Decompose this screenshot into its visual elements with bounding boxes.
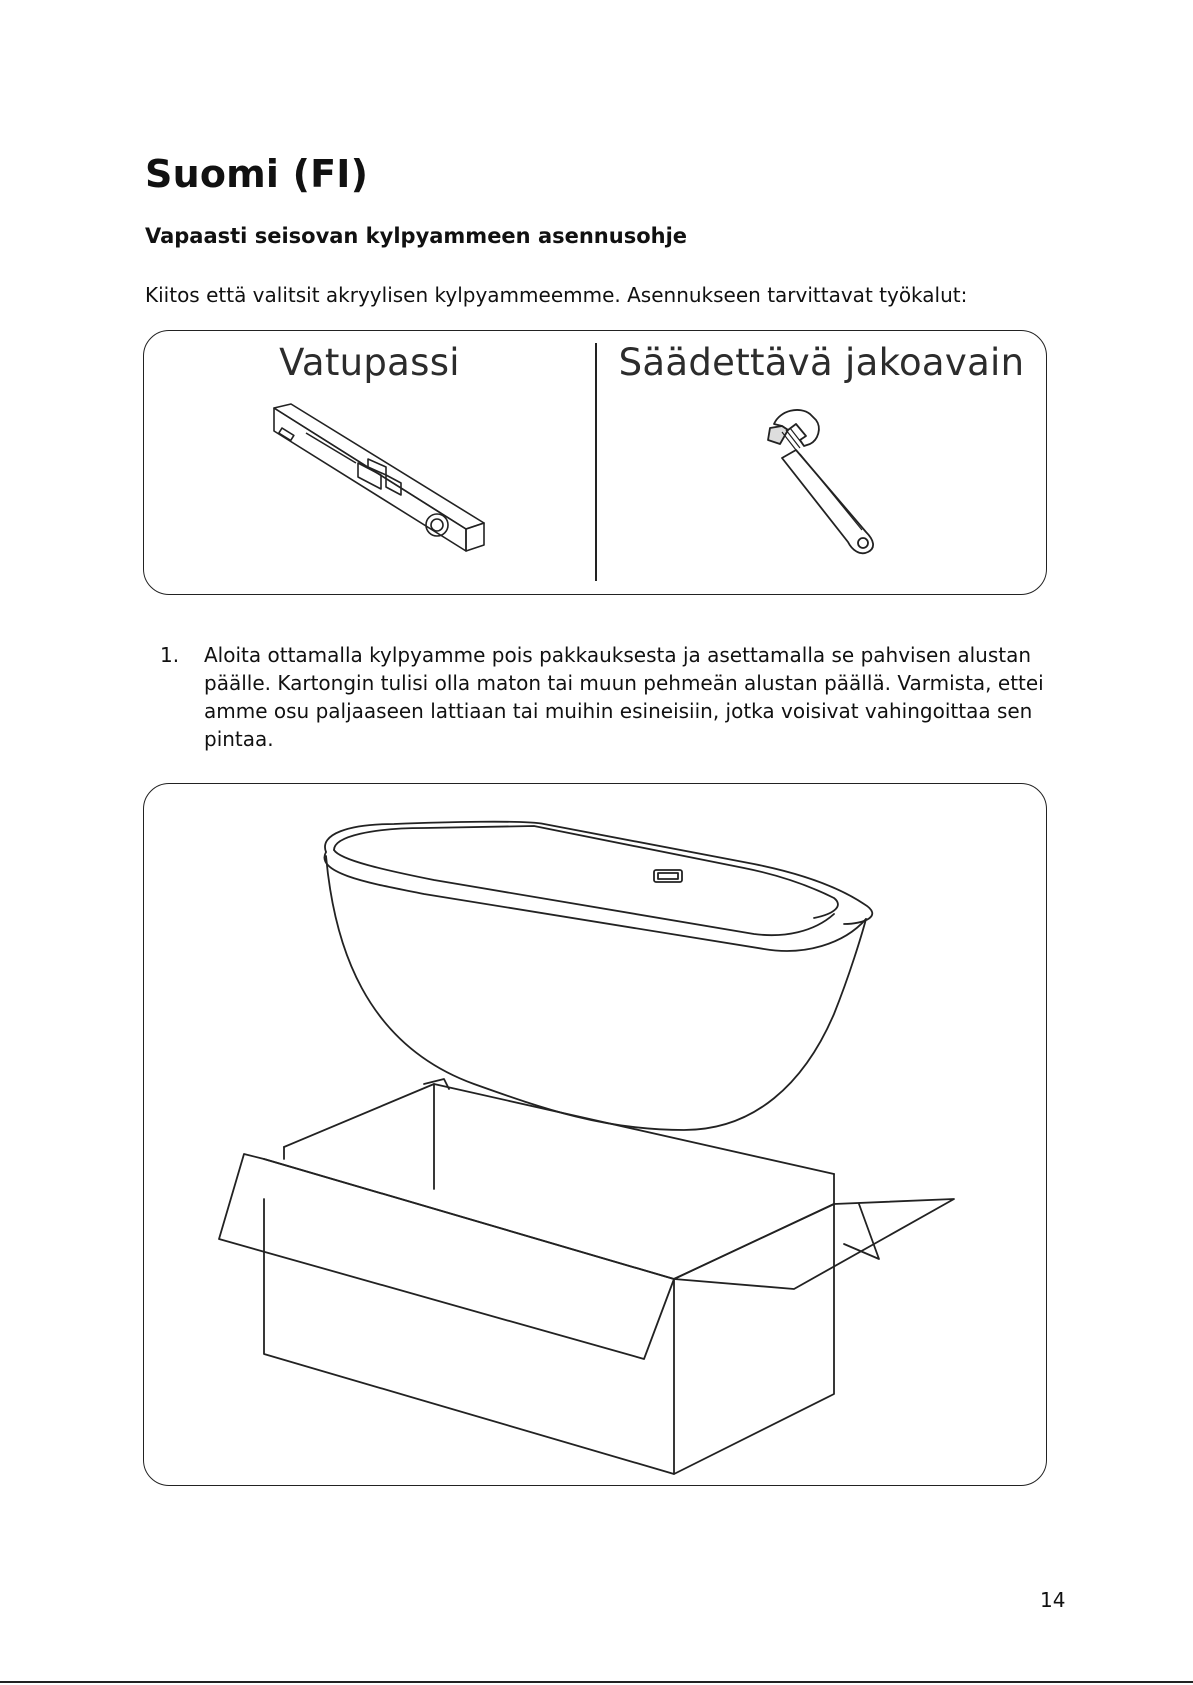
intro-text: Kiitos että valitsit akryylisen kylpyammeemme. Asennukseen tarvittavat työkalut: [145, 283, 968, 307]
tools-panel [143, 330, 1047, 595]
step-text: Aloita ottamalla kylpyamme pois pakkauksesta ja asettamalla se pahvisen alustan päälle. Kartongin tulisi olla maton tai muun pehmeän alustan päällä. Varmista, ettei amme osu paljaaseen lattiaan tai muihin esineisiin, jotka voisivat vahingoittaa sen pintaa. [204, 643, 1044, 751]
tool-spirit-level [144, 331, 595, 594]
adjustable-wrench-icon [752, 406, 892, 556]
bathtub-unboxing-illustration [144, 784, 1048, 1487]
instruction-steps [160, 641, 1080, 753]
page-subtitle: Vapaasti seisovan kylpyammeen asennusohje [145, 224, 688, 248]
spirit-level-icon [266, 403, 496, 573]
step-item [160, 641, 1080, 753]
tool-label-spirit-level: Vatupassi [279, 341, 460, 384]
page-number: 14 [1040, 1588, 1066, 1612]
tool-adjustable-wrench [597, 331, 1046, 594]
page-title: Suomi (FI) [145, 152, 369, 196]
footer-divider [0, 1681, 1193, 1683]
tool-label-adjustable-wrench: Säädettävä jakoavain [618, 341, 1025, 384]
step-number: 1. [160, 643, 180, 667]
unboxing-illustration-panel [143, 783, 1047, 1486]
